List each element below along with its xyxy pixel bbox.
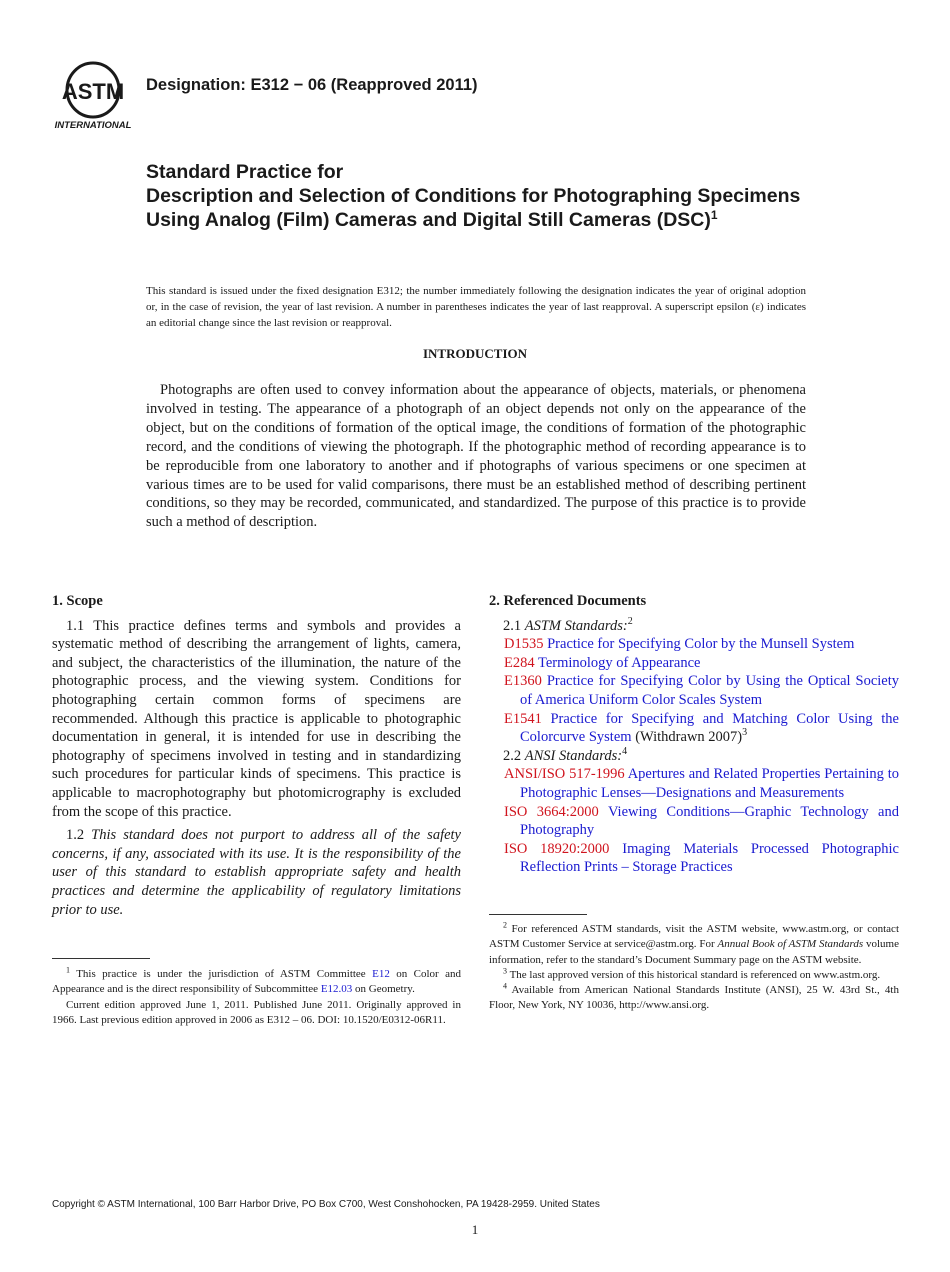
reference-code-link[interactable]: E1541 [504,710,542,727]
reference-item [489,765,899,802]
svg-text:INTERNATIONAL: INTERNATIONAL [54,120,132,131]
committee-link[interactable]: E12 [372,968,390,980]
reference-title-link[interactable]: Viewing Conditions—Graphic Technology and Photography [520,803,899,839]
reference-code-link[interactable]: E284 [504,654,535,671]
title-footnote-mark: 1 [710,208,718,222]
reference-title-link[interactable]: Practice for Specifying Color by the Munsell System [547,636,855,653]
subcommittee-link[interactable]: E12.03 [320,983,353,996]
introduction-heading: INTRODUCTION [422,346,527,361]
referenced-documents-section [489,592,899,877]
document-title [146,160,846,232]
footnote-divider [489,914,587,915]
reference-code-link[interactable]: ANSI/ISO 517-1996 [504,766,625,783]
reference-title-link[interactable]: Imaging Materials Processed Photographic Reflection Prints – Storage Practices [520,840,899,876]
reference-item [489,840,899,877]
title-line-1: Standard Practice for [146,161,344,183]
reference-item [489,635,899,654]
designation: Designation: E312 − 06 (Reapproved 2011) [146,76,478,94]
reference-code-link[interactable]: D1535 [504,636,544,653]
footnote-1: $^1$ This practice is under the jurisdiction of ASTM Committee E12 on Color and Appearance and is the direct responsibility of Subcommittee E12.03 on Geometry. [52,965,461,996]
footnote-edition: Current edition approved June 1, 2011. Published June 2011. Originally approved in 1966. Last previous edition approved in 2006 as E312 – 06. DOI: 10.1520/E0312-06R11. [52,998,461,1026]
reference-item [489,803,899,840]
svg-text:ASTM: ASTM [61,79,125,104]
issue-note: This standard is issued under the fixed designation E312; the number immediately following the designation indicates the year of original adoption or, in the case of revision, the year of last revision. A number in parentheses indicates the year of last reapproval. A superscript epsilon (ε) indicates an editorial change since the last revision or reapproval. [146,285,806,329]
footnote-4: $^4$ Available from American National Standards Institute (ANSI), 25 W. 43rd St., 4th Floor, New York, NY 10036, http://www.ansi.org. [489,981,899,1012]
page-number: 1 [471,1222,479,1237]
footnote-2: $^2$ For referenced ASTM standards, visit the ASTM website, www.astm.org, or contact ASTM Customer Service at service@astm.org. For Annual Book of ASTM Standards volume information, refer to the standard’s Document Summary page on the ASTM website. [489,920,899,966]
reference-item: E1541 Practice for Specifying and Matching Color Using the Colorcurve System (Withdrawn 2007)$^3$ [504,710,899,746]
scope-section [52,592,461,919]
reference-title-link[interactable]: Apertures and Related Properties Pertaining to Photographic Lenses—Designations and Measurements [520,766,899,801]
astm-logo [52,58,134,132]
footnote-divider [52,958,150,959]
copyright-notice: Copyright © ASTM International, 100 Barr Harbor Drive, PO Box C700, West Conshohocken, PA 19428-2959. United States [52,1199,600,1210]
reference-code-link[interactable]: E1360 [504,673,542,690]
title-line-2: Description and Selection of Conditions for Photographing Specimens Using Analog (Film) Cameras and Digital Still Cameras (DSC)$^1$ [146,185,801,231]
reference-code-link[interactable]: ISO 3664:2000 [504,803,599,820]
reference-title-link[interactable]: Practice for Specifying and Matching Color Using the Colorcurve System [520,710,899,746]
introduction-text: Photographs are often used to convey information about the appearance of objects, materials, or phenomena involved in testing. The appearance of a photograph of an object depends not only on the appearance of the object, but on the conditions of formation of the optical image, the conditions of formation of the photographic record, and the conditions of viewing the photograph. If the photographic method of recording appearance is to be reproducible from one laboratory to another and if photographs of various specimens or one specimen at various times are to be used for valid comparisons, there must be an established method of describing pertinent conditions, so they may be recorded, communicated, and standardized. The purpose of this practice is to provide such a method of description. [146,382,806,531]
reference-item [489,672,899,709]
scope-paragraph-1-2: 1.2 This standard does not purport to address all of the safety concerns, if any, associated with its use. It is the responsibility of the user of this standard to establish appropriate safety and health practices and determine the applicability of regulatory limitations prior to use. [52,827,461,918]
footnote-3: $^3$ The last approved version of this historical standard is referenced on www.astm.org. [503,966,881,981]
scope-paragraph-1-1: 1.1 This practice defines terms and symbols and provides a systematic method of describing the arrangement of lights, camera, and subject, the characteristics of the illumination, the nature of the photographic process, and the viewing system. Conditions for photographing certain common forms of specimens are recommended. Although this practice is applicable to photographic documentation in general, it is intended for use in describing the photography of specimens involved in testing and in standardizing such procedures for particular kinds of specimens. This practice is applicable to macrophotography but photomicrography is excluded from the scope of this practice. [52,617,461,820]
footnotes-left [52,967,461,1028]
reference-title-link[interactable]: Practice for Specifying Color by Using the Optical Society of America Uniform Color Scales System [520,673,900,708]
reference-note: (Withdrawn 2007) [631,729,743,746]
scope-heading: 1. Scope [52,593,103,609]
referenced-documents-heading: 2. Referenced Documents [489,593,647,609]
reference-code-link[interactable]: ISO 18920:2000 [504,840,610,857]
reference-title-link[interactable]: Terminology of Appearance [537,654,701,671]
footnotes-right [489,922,899,1014]
astm-standards-label: 2.1 ASTM Standards:$^2$ [503,615,633,634]
ansi-standards-label: 2.2 ANSI Standards:$^4$ [503,745,628,764]
reference-item [489,654,899,673]
